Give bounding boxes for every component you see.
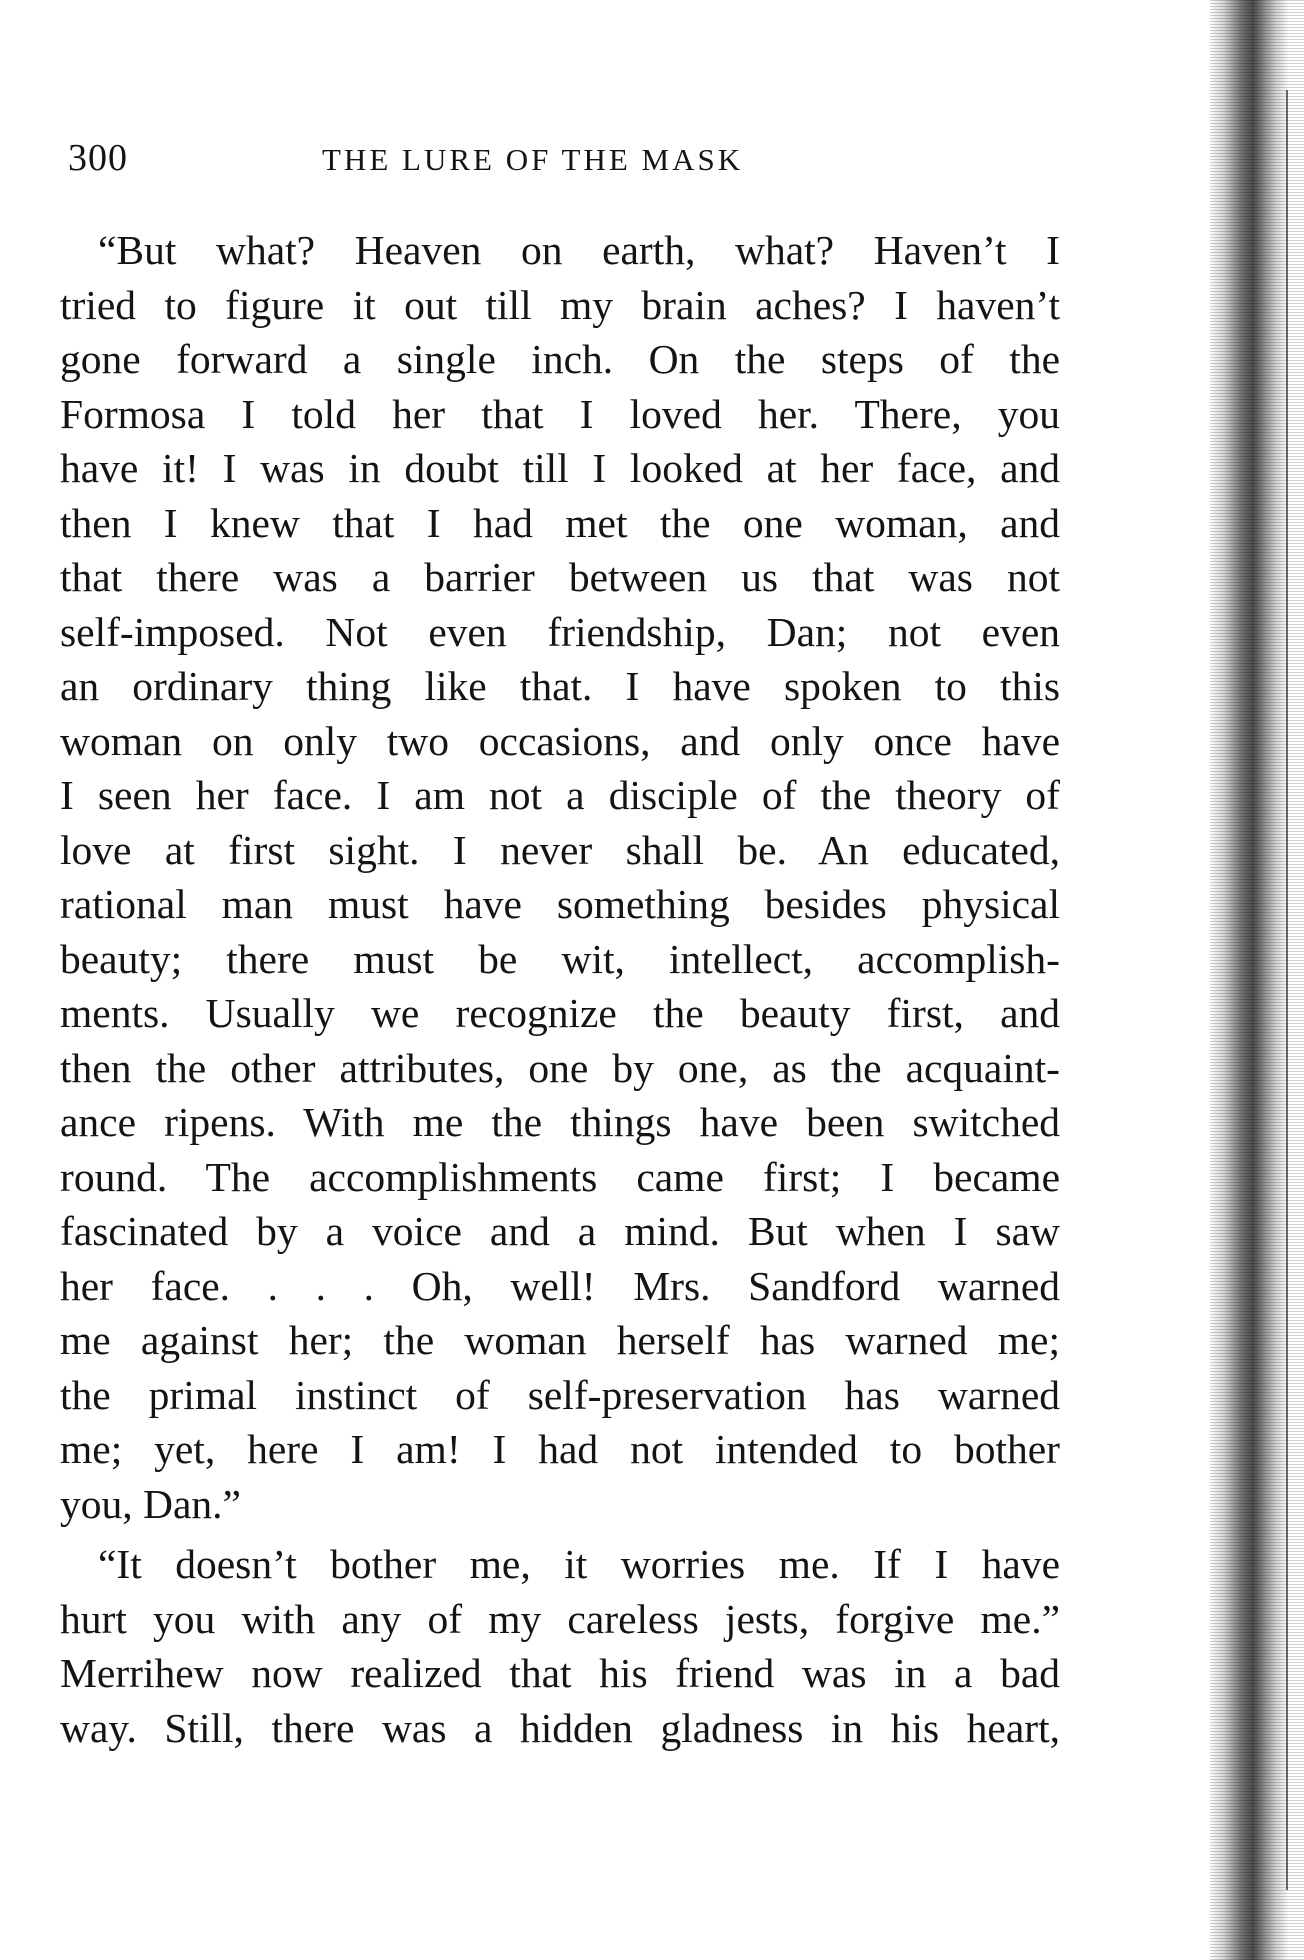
page-number: 300 bbox=[68, 137, 128, 179]
text-line: way. Still, there was a hidden gladness in his heart, bbox=[60, 1704, 1060, 1751]
text-line: ments. Usually we recognize the beauty first, and bbox=[60, 990, 1060, 1036]
text-line: “But what? Heaven on earth, what? Haven’t I bbox=[98, 227, 1060, 273]
page-header bbox=[68, 136, 1068, 186]
text-line: I seen her face. I am not a disciple of the theory of bbox=[60, 772, 1060, 818]
text-line: ance ripens. With me the things have been switched bbox=[60, 1099, 1060, 1145]
text-line: have it! I was in doubt till I looked at her face, and bbox=[60, 445, 1060, 491]
text-line: Merrihew now realized that his friend was in a bad bbox=[60, 1650, 1060, 1696]
text-line: the primal instinct of self-preservation has warned bbox=[60, 1371, 1060, 1418]
text-line: self-imposed. Not even friendship, Dan; not even bbox=[60, 608, 1060, 655]
text-line: tried to figure it out till my brain aches? I haven’t bbox=[60, 281, 1060, 328]
binding-edge bbox=[1210, 0, 1304, 1960]
text-line: rational man must have something besides physical bbox=[60, 881, 1060, 927]
binding-line bbox=[1286, 90, 1288, 1890]
text-line: hurt you with any of my careless jests, forgive me.” bbox=[60, 1595, 1060, 1642]
text-line: fascinated by a voice and a mind. But when I saw bbox=[60, 1208, 1060, 1254]
paragraph-1 bbox=[60, 223, 1060, 1531]
text-line: woman on only two occasions, and only once have bbox=[60, 717, 1060, 764]
body-text bbox=[60, 223, 1060, 1755]
text-line: Formosa I told her that I loved her. There, you bbox=[60, 390, 1060, 437]
text-line: you, Dan.” bbox=[60, 1480, 241, 1527]
text-line: gone forward a single inch. On the steps of the bbox=[60, 336, 1060, 382]
text-line: round. The accomplishments came first; I became bbox=[60, 1153, 1060, 1200]
text-line: me; yet, here I am! I had not intended to bother bbox=[60, 1426, 1060, 1472]
paragraph-2 bbox=[60, 1537, 1060, 1755]
text-line: me against her; the woman herself has warned me; bbox=[60, 1317, 1060, 1363]
running-title: THE LURE OF THE MASK bbox=[322, 142, 744, 177]
text-line: then I knew that I had met the one woman, and bbox=[60, 499, 1060, 546]
text-line: an ordinary thing like that. I have spoken to this bbox=[60, 663, 1060, 709]
text-line: her face. . . . Oh, well! Mrs. Sandford warned bbox=[60, 1262, 1060, 1309]
text-line: beauty; there must be wit, intellect, accomplish- bbox=[60, 935, 1060, 982]
text-line: that there was a barrier between us that was not bbox=[60, 554, 1060, 600]
text-line: love at first sight. I never shall be. An educated, bbox=[60, 826, 1060, 873]
text-line: “It doesn’t bother me, it worries me. If I have bbox=[98, 1541, 1060, 1587]
text-line: then the other attributes, one by one, as the acquaint- bbox=[60, 1044, 1060, 1091]
